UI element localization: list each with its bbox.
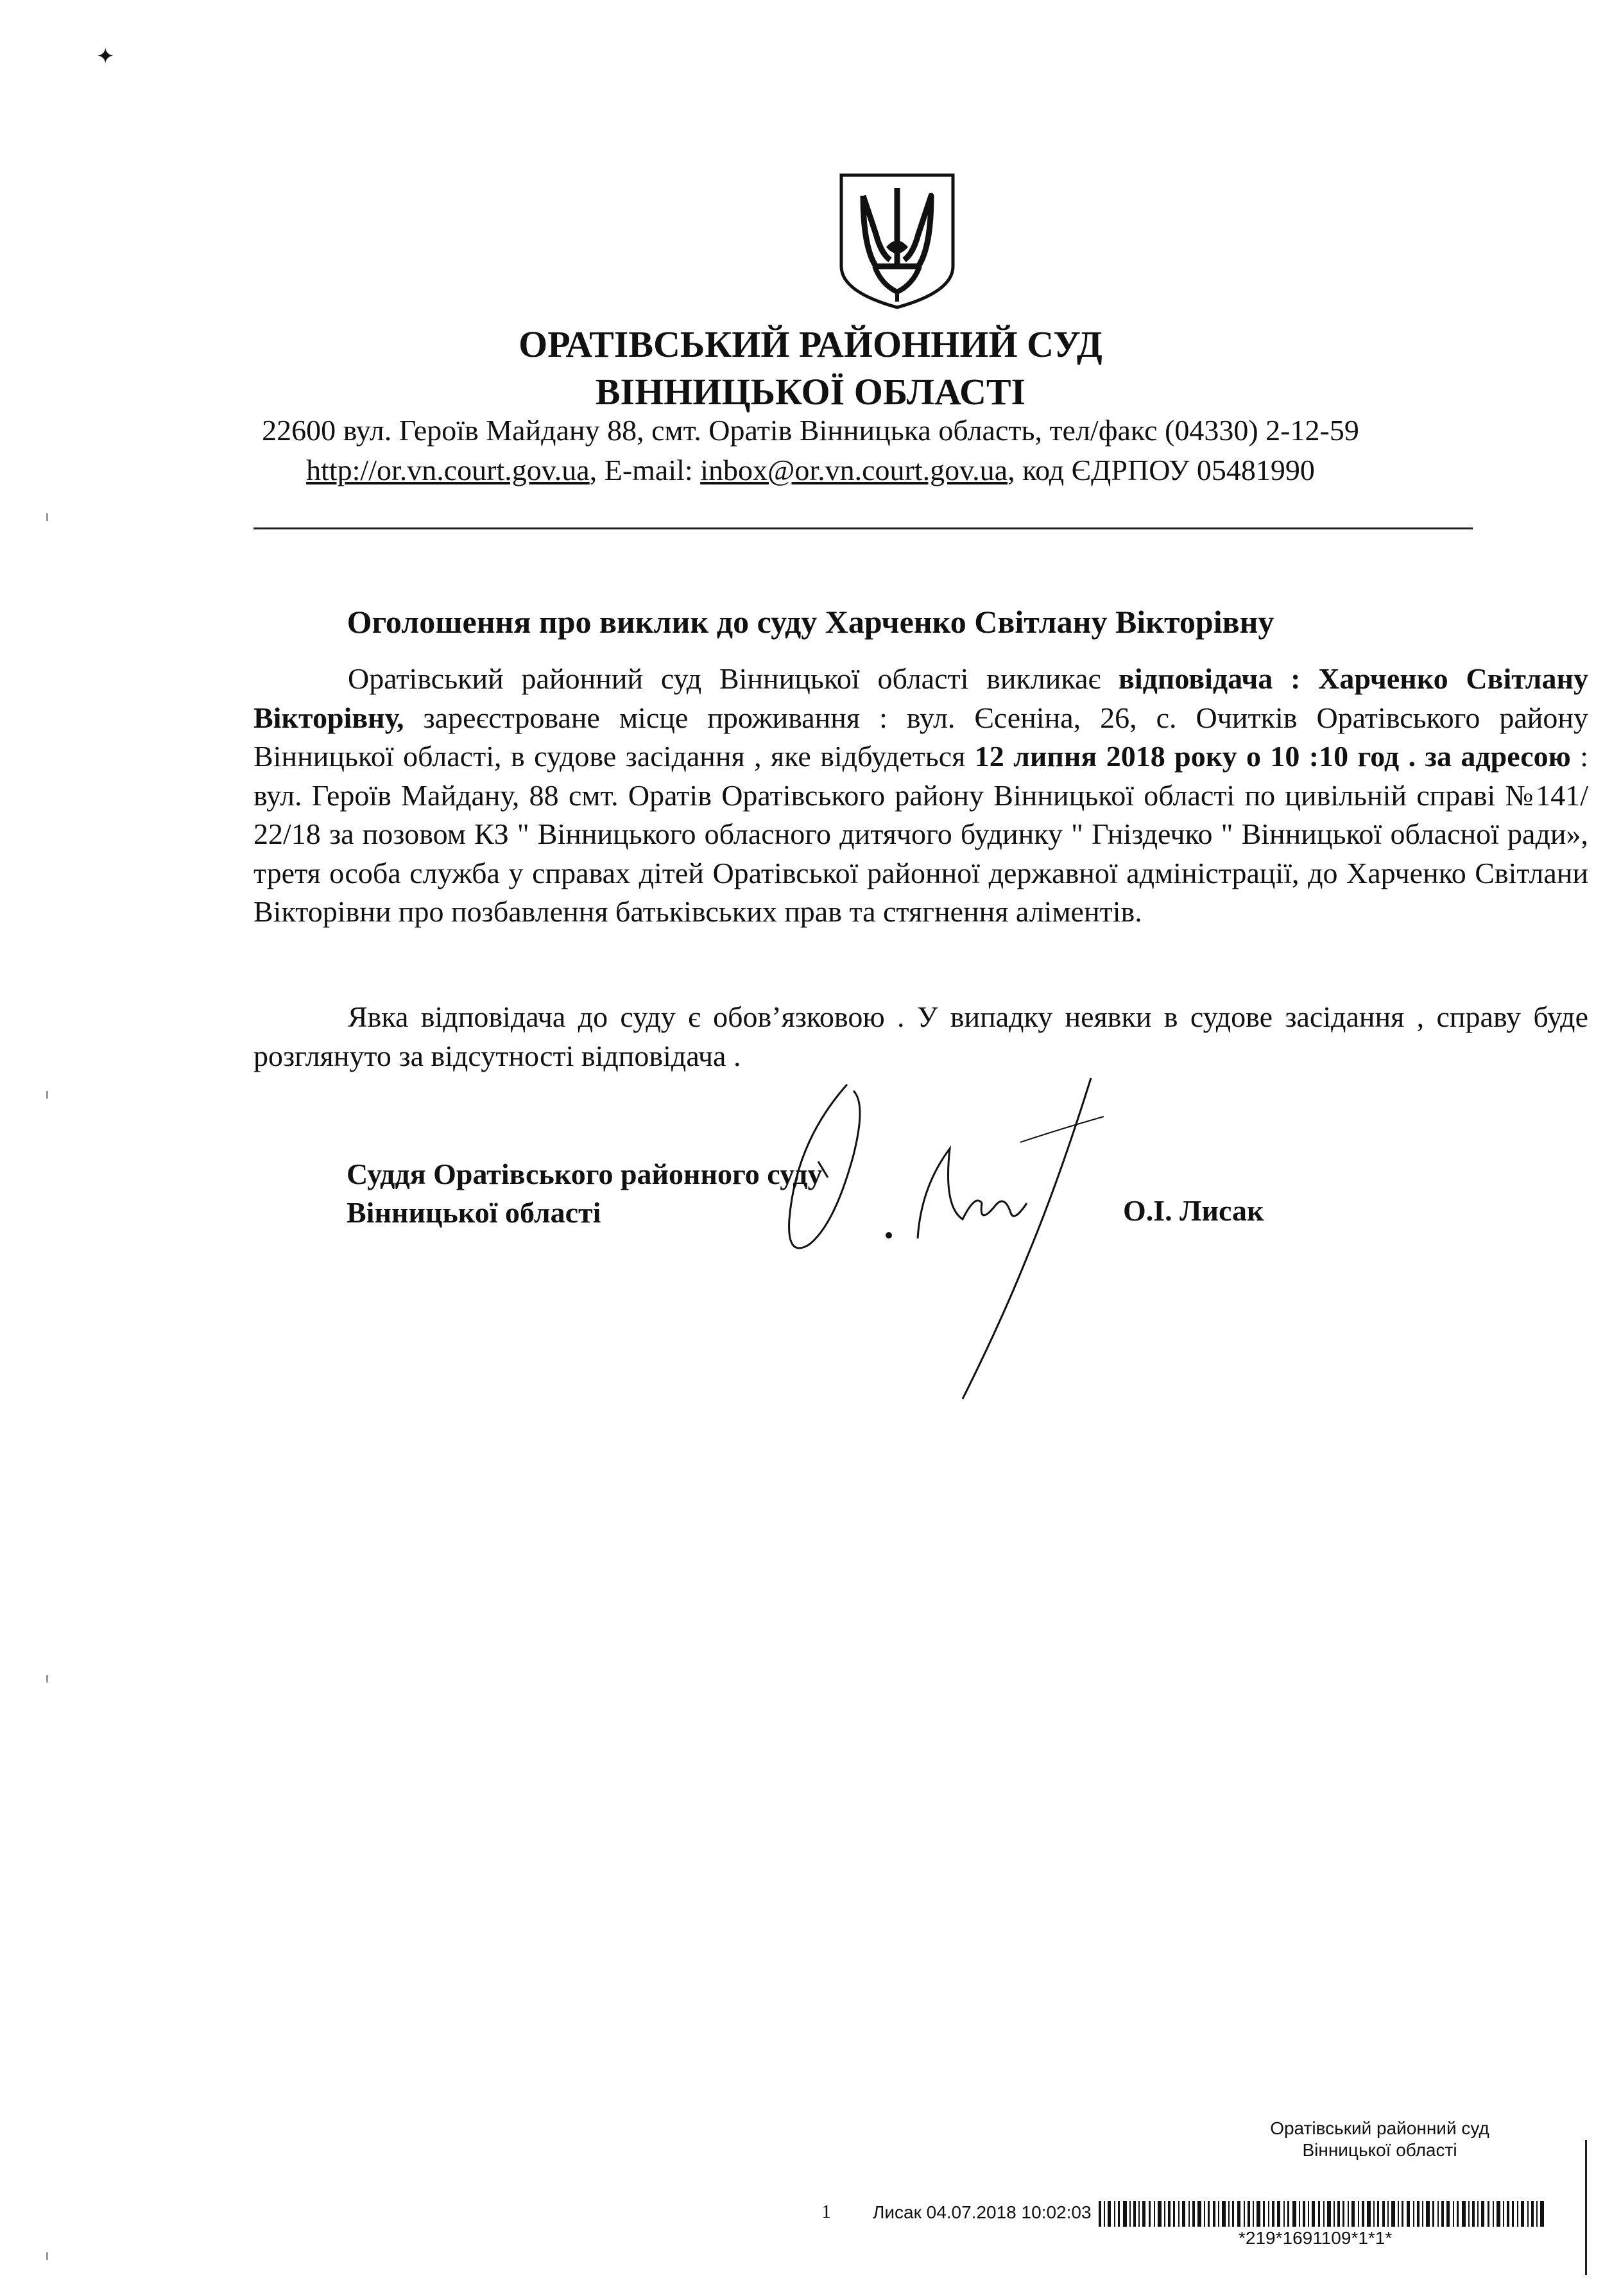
- stamp-court-line2: Вінницької області: [1302, 2140, 1457, 2160]
- notice-title: Оголошення про виклик до суду Харченко Світлану Вікторівну: [347, 604, 1274, 640]
- email-link[interactable]: inbox@or.vn.court.gov.ua: [700, 454, 1008, 486]
- registry-stamp-court: [1187, 2118, 1572, 2161]
- court-name-line1: ОРАТІВСЬКИЙ РАЙОННИЙ СУД: [519, 323, 1102, 365]
- page-number: 1: [821, 2201, 831, 2222]
- p1-details: : вул. Героїв Майдану, 88 смт. Оратів Оратівського району Вінницької області по цивільній справі №141/ 22/18 за позовом КЗ " Вінницького обласного дитячого будинку " Гніздечко " Вінницької обласної ради», третя особа служба у справах дітей Оратівської районної державної адміністрації, до Харченко Світлани Вікторівни про позбавлення батьківських прав та стягнення аліментів.: [253, 740, 1588, 928]
- barcode-number: *219*1691109*1*1*: [1239, 2228, 1393, 2248]
- notice-paragraph-1: [253, 660, 1588, 932]
- barcode-icon: [1099, 2201, 1548, 2227]
- court-address: [0, 411, 1621, 490]
- corner-mark: ✦: [96, 44, 115, 69]
- judge-name: О.І. Лисак: [1123, 1194, 1264, 1227]
- court-name: [0, 321, 1621, 416]
- signature-title-line2: Вінницької області: [347, 1196, 601, 1229]
- p1-defendant: відповідача : Харченко Світлану Вікторівну,: [253, 662, 1588, 734]
- p1-hearing-date: 12 липня 2018 року о 10 :10 год . за адресою: [974, 740, 1571, 773]
- court-name-line2: ВІННИЦЬКОЇ ОБЛАСТІ: [595, 371, 1026, 413]
- signature-title: [347, 1155, 822, 1232]
- email-label: , E-mail:: [589, 454, 701, 486]
- registry-stamp-meta: Лисак 04.07.2018 10:02:03: [873, 2202, 1092, 2222]
- header-divider: [253, 527, 1473, 529]
- website-link[interactable]: http://or.vn.court.gov.ua: [306, 454, 590, 486]
- p1-address: зареєстроване місце проживання : вул. Єсеніна, 26, с. Очитків Оратівського району Вінницької області, в судове засідання , яке відбудеться: [253, 701, 1588, 773]
- stamp-edge-line: [1585, 2140, 1587, 2275]
- address-line: 22600 вул. Героїв Майдану 88, смт. Оратів Вінницька область, тел/факс (04330) 2-12-59: [262, 414, 1359, 447]
- handwritten-signature: [757, 1065, 1117, 1425]
- p1-intro: Оратівський районний суд Вінницької області викликає: [348, 662, 1119, 695]
- trident-emblem-icon: [836, 170, 958, 311]
- stamp-court-line1: Оратівський районний суд: [1270, 2118, 1489, 2138]
- signature-title-line1: Суддя Оратівського районного суду: [347, 1158, 823, 1190]
- edrpou-code: , код ЄДРПОУ 05481990: [1008, 454, 1315, 486]
- contacts-line: [0, 450, 1621, 490]
- notice-paragraph-2: Явка відповідача до суду є обов’язковою . У випадку неявки в судове засідання , справу буде розглянуто за відсутності відповідача .: [253, 1000, 1588, 1072]
